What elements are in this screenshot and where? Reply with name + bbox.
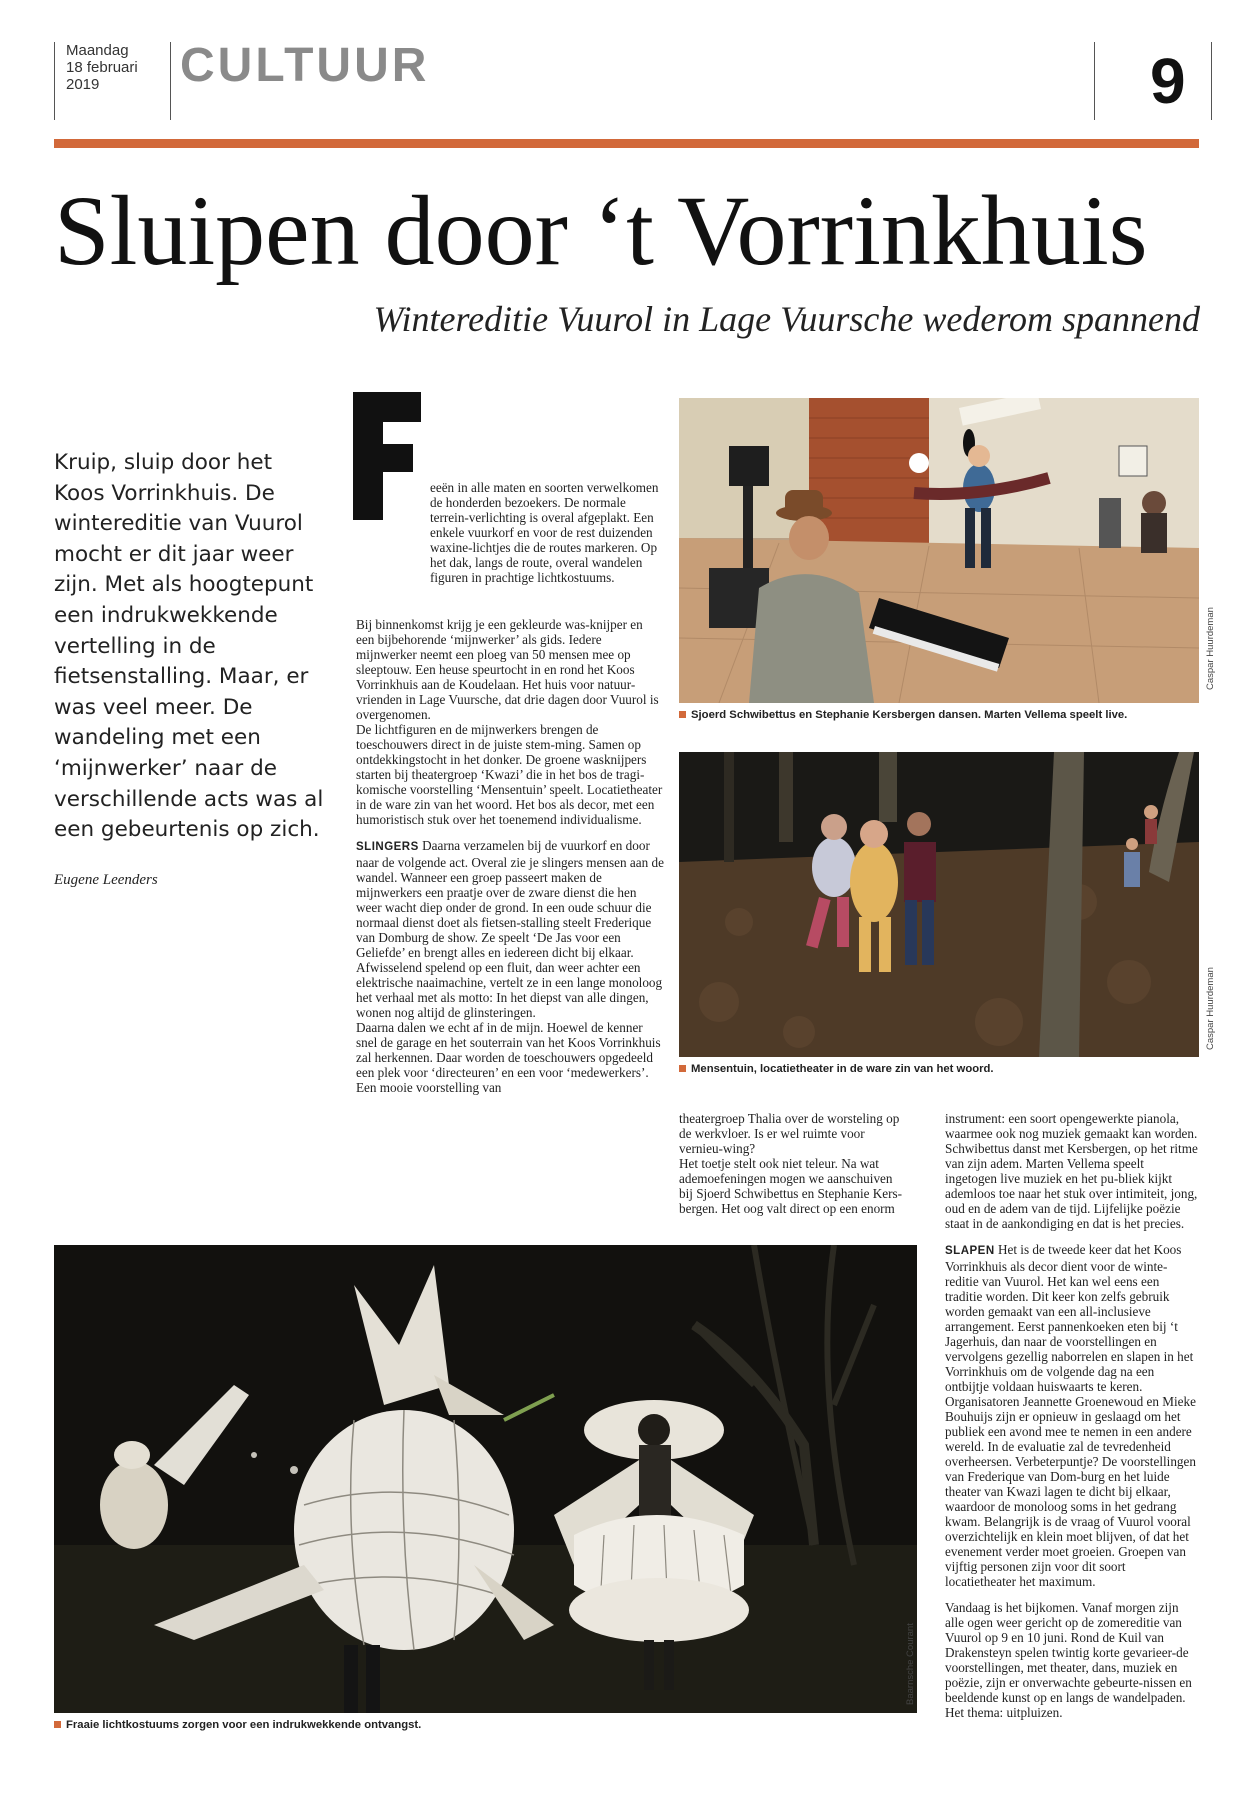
header-rule-left [54,42,55,120]
body-column-2 [679,1111,909,1216]
col1-para-3: De lichtfiguren en de mijnwerkers brengen de toeschouwers direct in de juiste stem-ming. Samen op ontdekkingstocht in het donker. De groene wasknijpers starten bij theatergroep ‘Kwazi’ die in het bos de tragi-komische voorstelling ‘Mensentuin’ speelt. Locatietheater in de ware zin van het woord. Het bos als decor, met een humoristisch stuk over het toenemend individualisme. [356,722,663,827]
photo3-caption [54,1719,421,1731]
photo2-credit: Caspar Huurdeman [1205,967,1216,1050]
drop-cap-glyph [353,392,423,520]
photo-dance-performance [679,398,1199,703]
caption-marker [679,711,686,718]
kicker-slingers: SLINGERS [356,841,419,853]
col3-para-3: Vandaag is het bijkomen. Vanaf morgen zijn alle ogen weer gericht op de zomereditie van Vuurol op 9 en 10 juni. Rond de Kuil van Drakensteyn spelen twintig korte gevarieer-de voorstellingen, met theater, dans, muziek en poëzie, zijn er onverwachte gebeurte-nissen en beeldende kunst op en langs de wandelpaden. Het thema: uitpluizen. [945,1600,1192,1720]
drop-cap [353,392,423,520]
section-title: CULTUUR [180,39,430,92]
page-number: 9 [1150,45,1186,117]
col1-para-1: eeën in alle maten en soorten verwelkomen de honderden bezoekers. De normale terrein-verlichting is overal afgeplakt. Een enkele vuurkorf en voor de rest duizenden waxine-lichtjes die de routes markeren. Op het dak, langs de route, overal wandelen figuren in prachtige lichtkostuums. [430,480,659,585]
photo1-credit: Caspar Huurdeman [1205,607,1216,690]
col3-para-1: instrument: een soort opengewerkte pianola, waarmee ook nog muziek gemaakt kan worden. Schwibettus danst met Kersbergen, op het ritme van zijn adem. Marten Vellema speelt ingetogen live muziek en het pu-bliek kijkt ademloos toe naar het stuk over intimiteit, jong, oud en de adem van de tijd. Lijfelijke poëzie staat in de aankondiging en dat is het precies. [945,1111,1198,1231]
col1-para-5: Daarna dalen we echt af in de mijn. Hoewel de kenner snel de garage en het souterrain van het Koos Vorrinkhuis zal herkennen. Daar worden de toeschouwers opgedeeld een plek voor ‘directeuren’ en een voor ‘medewerkers’. Een mooie voorstelling van [356,1020,661,1095]
byline: Eugene Leenders [54,872,158,888]
header-rule-right [1094,42,1095,120]
caption-marker [54,1721,61,1728]
issue-date: Maandag 18 februari 2019 [66,42,138,93]
section-rule [54,139,1199,148]
photo1-caption [679,709,1127,721]
photo1-caption-text: Sjoerd Schwibettus en Stephanie Kersbergen dansen. Marten Vellema speelt live. [691,709,1128,721]
photo-forest-theatre [679,752,1199,1057]
headline: Sluipen door ‘t Vorrinkhuis [54,175,1148,286]
kicker-slapen: SLAPEN [945,1245,995,1257]
col3-para-2: Het is de tweede keer dat het Koos Vorrinkhuis als decor dient voor de winte-reditie van Vuurol. Het kan wel eens een traditie worden. Dit keer kon zelfs gebruik worden gemaakt van een all-inclusieve arrangement. Eerst pannenkoeken eten bij ‘t Jagerhuis, dan naar de voorstellingen en vervolgens gezellig naborrelen en slapen in het Vorrinkhuis om de volgende dag na een ontbijtje voldaan huiswaarts te keren. Organisatoren Jeannette Groenewoud en Mieke Bouhuijs zijn er opnieuw in geslaagd om het publiek een avond mee te nemen in een andere wereld. In de evaluatie zal de tevredenheid overheersen. Verbeterpuntje? De voorstellingen van Frederique van Dom-burg en het luide theater van Kwazi lagen te dicht bij elkaar, waardoor de monoloog soms in het gedrang kwam. Belangrijk is de vraag of Vuurol vooral overzichtelijk en klein moet blijven, of dat het evenement verder moet groeien. Groepen van vijftig personen zijn voor dit soort locatietheater het maximum. [945,1242,1196,1589]
photo2-caption-text: Mensentuin, locatietheater in de ware zin van het woord. [691,1063,994,1075]
header-rule-edge [1211,42,1212,120]
subheadline: Wintereditie Vuurol in Lage Vuursche wederom spannend [373,299,1200,339]
body-column-1 [356,541,664,1095]
photo3-credit: Baarnsche Courant [905,1623,916,1705]
photo-light-costumes [54,1245,917,1713]
col1-para-4: Daarna verzamelen bij de vuurkorf en door naar de volgende act. Overal zie je slingers mensen aan de wandel. Wanneer een groep passeert maken de mijnwerkers een praatje over de zware dienst die hen weer wacht diep onder de grond. In een oude schuur die normaal dienst doet als fietsen-stalling steelt Frederique van Domburg de show. Ze speelt ‘De Jas voor een Geliefde’ en brengt alles en iedereen dicht bij elkaar. Afwisselend spelend op een fluit, dan weer achter een elektrische naaimachine, vertelt ze in een lange monoloog het verhaal met als motto: In het diepst van alle dingen, wonen nog altijd de glinsteringen. [356,838,664,1020]
col2-para-2: Het toetje stelt ook niet teleur. Na wat ademoefeningen mogen we aanschuiven bij Sjoerd Schwibettus en Stephanie Kers-bergen. Het oog valt direct op een enorm [679,1156,903,1216]
header-rule-mid [170,42,171,120]
photo3-caption-text: Fraaie lichtkostuums zorgen voor een indrukwekkende ontvangst. [66,1719,422,1731]
body-column-3 [945,1111,1198,1720]
intro-text: Kruip, sluip door het Koos Vorrinkhuis. De wintereditie van Vuurol mocht er dit jaar weer zijn. Met als hoogtepunt een indrukwekkende vertelling in de fietsenstalling. Maar, er was veel meer. De wandeling met een ‘mijnwerker’ naar de verschillende acts was al een gebeurtenis op zich. [54,450,324,843]
caption-marker [679,1065,686,1072]
col2-para-1: theatergroep Thalia over de worsteling op de werkvloer. Is er wel ruimte voor vernieu-wing? [679,1111,900,1156]
col1-para-2: Bij binnenkomst krijg je een gekleurde was-knijper en een bijbehorende ‘mijnwerker’ als gids. Iedere mijnwerker neemt een ploeg van 50 mensen mee op sleeptouw. Een heuse speurtocht in en rond het Koos Vorrinkhuis aan de Koudelaan. Het huis voor natuur-vrienden in Lage Vuursche, dat drie dagen door Vuurol is overgenomen. [356,617,659,722]
photo2-caption [679,1063,994,1075]
